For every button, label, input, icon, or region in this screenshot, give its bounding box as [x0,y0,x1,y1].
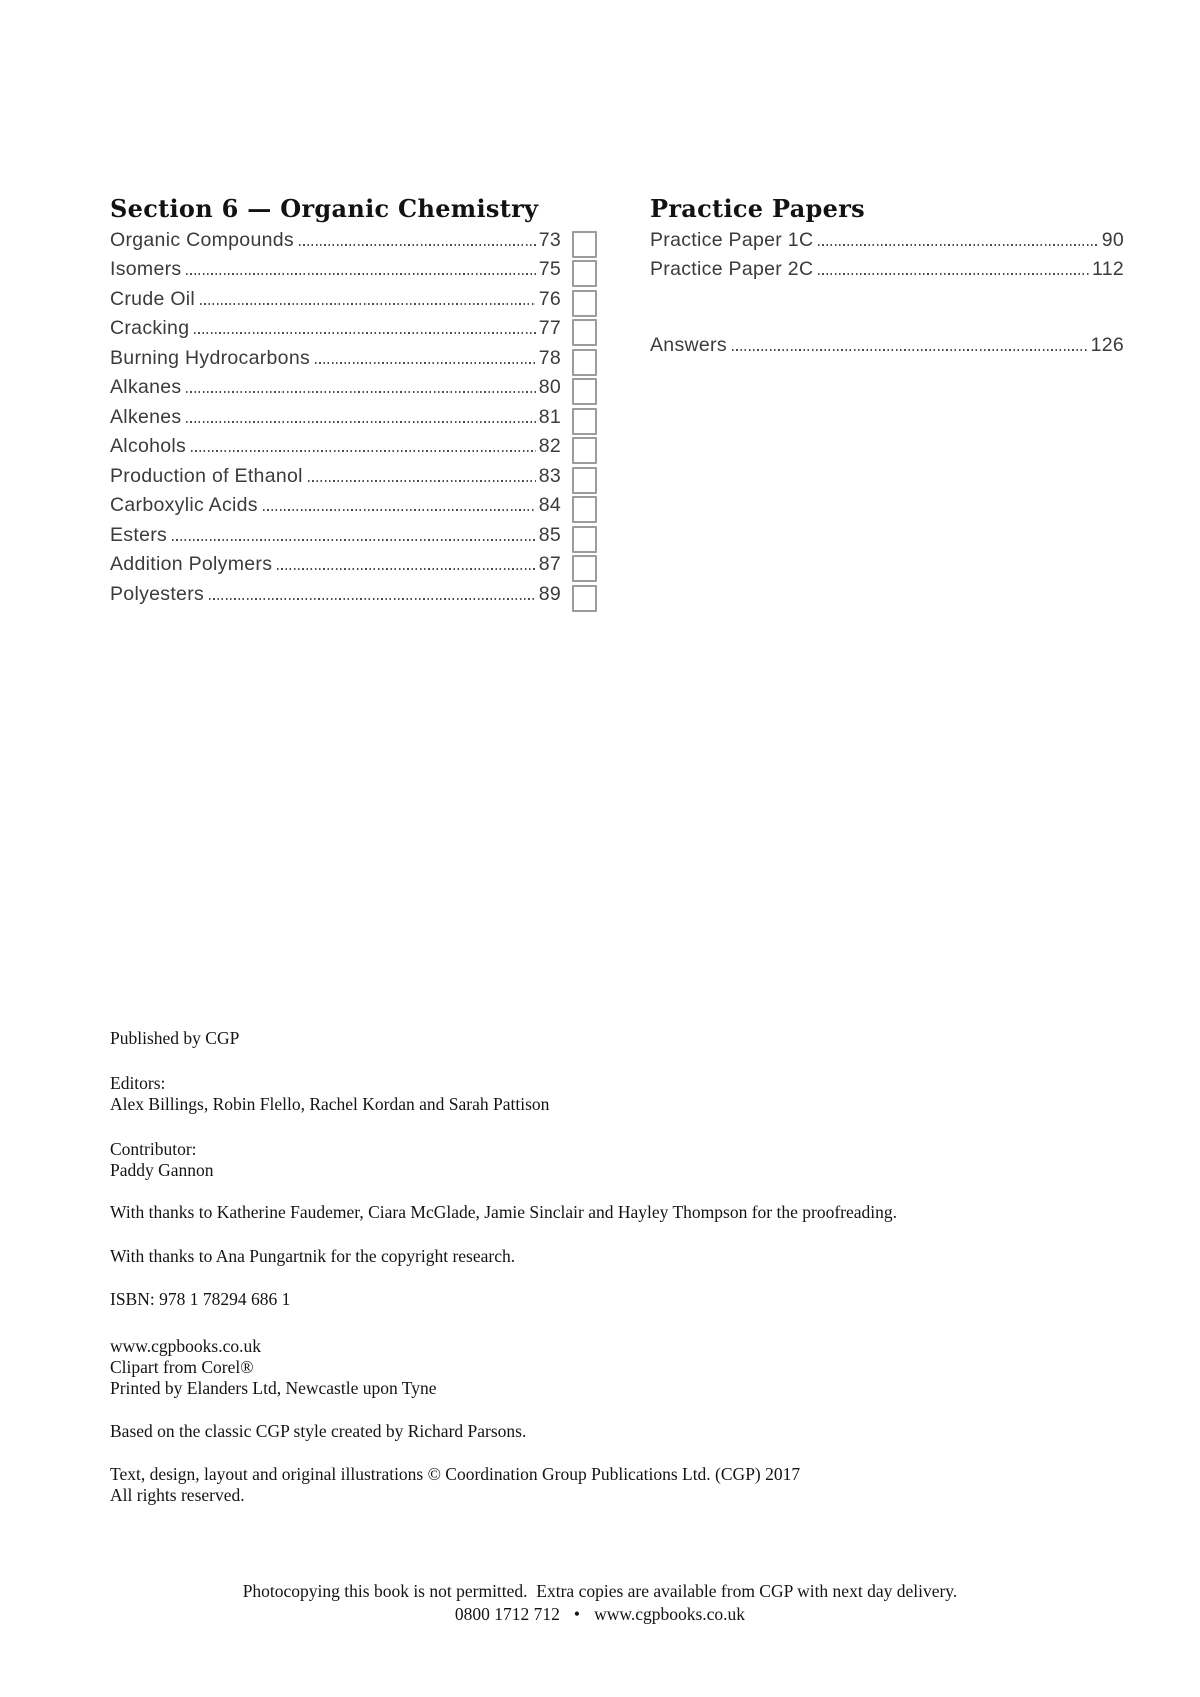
proofreading-thanks-line: With thanks to Katherine Faudemer, Ciara McGlade, Jamie Sinclair and Hayley Thompson for the proofreading. [110,1202,898,1222]
toc-entry-page: 83 [538,464,561,487]
copyright-research-thanks-line: With thanks to Ana Pungartnik for the copyright research. [110,1246,516,1266]
copyright-block [110,1464,800,1506]
based-on-line: Based on the classic CGP style created by Richard Parsons. [110,1421,527,1441]
toc-entry-label: Polyesters [110,582,205,605]
toc-entry-page: 75 [538,258,561,280]
toc-entry-page: 77 [538,317,561,339]
toc-row [110,547,597,577]
toc-row [110,399,597,429]
toc-entry-label: Alkanes [110,376,182,398]
toc-entry-page: 73 [538,228,561,251]
published-by-line: Published by CGP [110,1028,240,1048]
toc-entry-label: Carboxylic Acids [110,494,258,516]
toc-entry-label: Isomers [110,258,182,280]
phone-number: 0800 1712 712 [454,1604,560,1624]
contributor-block [110,1139,214,1181]
toc-row [110,488,597,518]
dotted-leader [818,244,1098,246]
dotted-leader [186,421,535,423]
toc-row [110,429,597,459]
dotted-leader [299,244,536,246]
toc-entry-page: 84 [538,494,561,516]
editors-block [110,1073,549,1115]
revision-checkbox[interactable] [572,319,597,346]
dotted-leader [186,391,535,393]
toc-entry-page: 76 [538,287,561,310]
revision-checkbox[interactable] [572,526,597,553]
toc-entry-label: Esters [110,523,168,546]
dotted-leader [172,539,536,541]
revision-checkbox[interactable] [572,437,597,464]
vertical-spacer [650,281,1124,327]
editors-label: Editors: [110,1073,166,1093]
toc-row [110,311,597,341]
toc-entry-label: Burning Hydrocarbons [110,346,311,369]
toc-entry-page: 78 [538,346,561,369]
bullet-separator: • [573,1604,581,1624]
toc-entry-page: 112 [1092,258,1124,280]
toc-row [110,340,597,370]
revision-checkbox[interactable] [572,496,597,523]
toc-entry-label: Practice Paper 1C [650,228,814,251]
copyright-line: Text, design, layout and original illustrations © Coordination Group Publications Ltd. (CGP) 2017 [110,1464,801,1484]
editors-names: Alex Billings, Robin Flello, Rachel Kordan and Sarah Pattison [110,1094,550,1114]
revision-checkbox[interactable] [572,555,597,582]
revision-checkbox[interactable] [572,349,597,376]
toc-entry-label: Cracking [110,317,190,339]
toc-row [110,222,597,252]
rights-reserved-line: All rights reserved. [110,1485,245,1505]
revision-checkbox[interactable] [572,408,597,435]
revision-checkbox[interactable] [572,231,597,258]
toc-entry-label: Organic Compounds [110,228,294,251]
section-6-heading: Section 6 — Organic Chemistry [110,194,539,223]
revision-checkbox[interactable] [572,260,597,287]
contributor-label: Contributor: [110,1139,197,1159]
footer-website: www.cgpbooks.co.uk [594,1604,746,1624]
toc-row [650,252,1124,282]
printed-by-line: Printed by Elanders Ltd, Newcastle upon Tyne [110,1378,437,1398]
toc-row [110,370,597,400]
toc-entry-page: 82 [538,435,561,457]
dotted-leader [277,568,535,570]
website-line: www.cgpbooks.co.uk [110,1336,261,1356]
toc-entry-page: 80 [538,376,561,398]
toc-row [110,252,597,282]
toc-entry-label: Addition Polymers [110,553,273,575]
dotted-leader [194,332,535,334]
toc-entry-label: Crude Oil [110,287,196,310]
dotted-leader [308,480,536,482]
contributor-name: Paddy Gannon [110,1160,214,1180]
practice-papers-contents [650,196,1124,357]
revision-checkbox[interactable] [572,467,597,494]
dotted-leader [315,362,536,364]
toc-entry-page: 81 [538,405,561,428]
revision-checkbox[interactable] [572,378,597,405]
toc-entry-page: 87 [538,553,561,575]
toc-entry-page: 89 [538,582,561,605]
revision-checkbox[interactable] [572,585,597,612]
toc-row [110,517,597,547]
toc-entry-label: Production of Ethanol [110,464,303,487]
contact-line [20,1604,1180,1625]
dotted-leader [186,273,535,275]
toc-row [110,281,597,311]
clipart-line: Clipart from Corel® [110,1357,254,1377]
toc-row-answers [650,327,1124,357]
publisher-details-block [110,1336,437,1399]
photocopying-notice: Photocopying this book is not permitted. Extra copies are available from CGP with next day delivery. [242,1581,958,1601]
toc-entry-label: Answers [650,333,727,356]
toc-entry-label: Alkenes [110,405,182,428]
toc-entry-label: Alcohols [110,435,187,457]
dotted-leader [818,273,1089,275]
toc-row [110,576,597,606]
practice-papers-heading: Practice Papers [650,194,865,223]
toc-entry-page: 90 [1101,228,1124,251]
section-6-contents [110,196,597,606]
isbn-line: ISBN: 978 1 78294 686 1 [110,1289,291,1309]
toc-entry-page: 126 [1090,333,1124,356]
revision-checkbox[interactable] [572,290,597,317]
dotted-leader [263,509,536,511]
toc-entry-page: 85 [538,523,561,546]
toc-row [650,222,1124,252]
dotted-leader [191,450,536,452]
dotted-leader [732,349,1088,351]
toc-entry-label: Practice Paper 2C [650,258,814,280]
dotted-leader [200,303,536,305]
toc-row [110,458,597,488]
dotted-leader [209,598,536,600]
